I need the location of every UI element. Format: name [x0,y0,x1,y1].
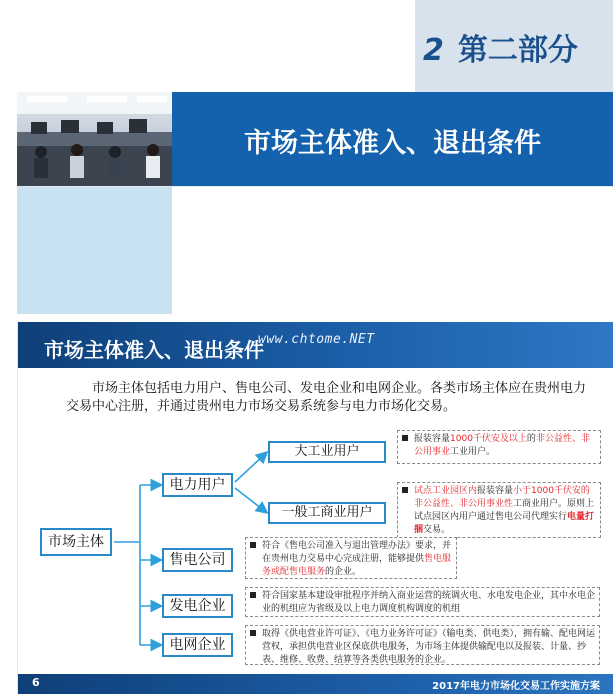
part-label: 第二部分 [457,33,578,68]
intro-text: 市场主体包括电力用户、售电公司、发电企业和电网企业。各类市场主体应在贵州电力交易中心注册，并通过贵州电力市场交易系统参与电力市场化交易。 [66,381,587,414]
watermark-text: www.chtome.NET [258,332,375,347]
note-text: 的企业。 [325,567,362,577]
node-grid-company: 电网企业 [162,633,233,657]
bullet-icon [402,435,408,441]
note-text: 报装容量 [477,486,514,496]
cover-title: 市场主体准入、退出条件 [244,128,541,159]
note-highlight: 1000千伏安及以上 [450,434,527,444]
note-text: 报装容量 [414,434,451,444]
note-grid-company [245,625,600,665]
note-large-industrial [397,430,601,464]
footer-title: 2017年电力市场化交易工作实施方案 [432,681,600,692]
node-generation-company: 发电企业 [162,594,233,618]
note-text: 符合国家基本建设审批程序并纳入商业运营的统调火电、水电发电企业，其中水电企业的机组应为省级及以上电力调度机构调度的机组 [262,591,596,614]
note-text: 的 [526,434,536,444]
note-highlight: 小于1000千伏安的非公益性、非公用事业性 [414,486,590,509]
bullet-icon [402,487,408,493]
page-number: 6 [32,676,40,689]
node-general-commercial-user: 一般工商业用户 [268,502,386,524]
note-highlight: 电量打捆 [414,512,595,535]
note-highlight: 试点工业园区内 [414,486,478,496]
note-highlight: 售电服务或配售电服务 [262,554,452,577]
part-number: 2 [423,33,444,68]
office-photo-illustration [17,92,172,186]
note-sales-company [245,537,457,579]
bullet-icon [250,542,256,548]
slide-title: 市场主体准入、退出条件 [44,338,264,362]
note-generation-company [245,587,600,617]
part-heading [423,25,608,69]
note-text: 交易。 [423,525,451,535]
note-text: 取得《供电营业许可证》、《电力业务许可证》（输电类、供电类），拥有输、配电网运营权，承担供电营业区保底供电服务，为市场主体提供输配电以及报装、计量、抄表、维修、收费、结算等各类供电服务的企业。 [262,629,596,665]
arrow-to-general-user [235,488,266,512]
content-slide [17,322,613,694]
note-text: 符合《售电公司准入与退出管理办法》要求，并在贵州电力交易中心完成注册，能够提供 [262,541,452,564]
note-general-commercial [397,482,601,538]
node-large-industrial-user: 大工业用户 [268,441,386,463]
bullet-icon [250,592,256,598]
divider [17,186,613,187]
note-highlight: 非公益性、非公用事业 [414,434,590,457]
note-text: 工业用户。 [450,447,496,457]
note-text: 工商业用户。原则上试点园区内用户通过售电公司代理实行 [414,499,595,522]
section-cover-slide [0,0,613,316]
office-photo [17,92,172,186]
decorative-panel [17,186,172,314]
slide-footer [18,674,613,694]
node-sales-company: 售电公司 [162,548,233,572]
bullet-icon [250,630,256,636]
arrow-to-big-user [235,453,266,482]
node-power-user: 电力用户 [162,473,233,497]
root-node-market-entity: 市场主体 [40,528,112,556]
